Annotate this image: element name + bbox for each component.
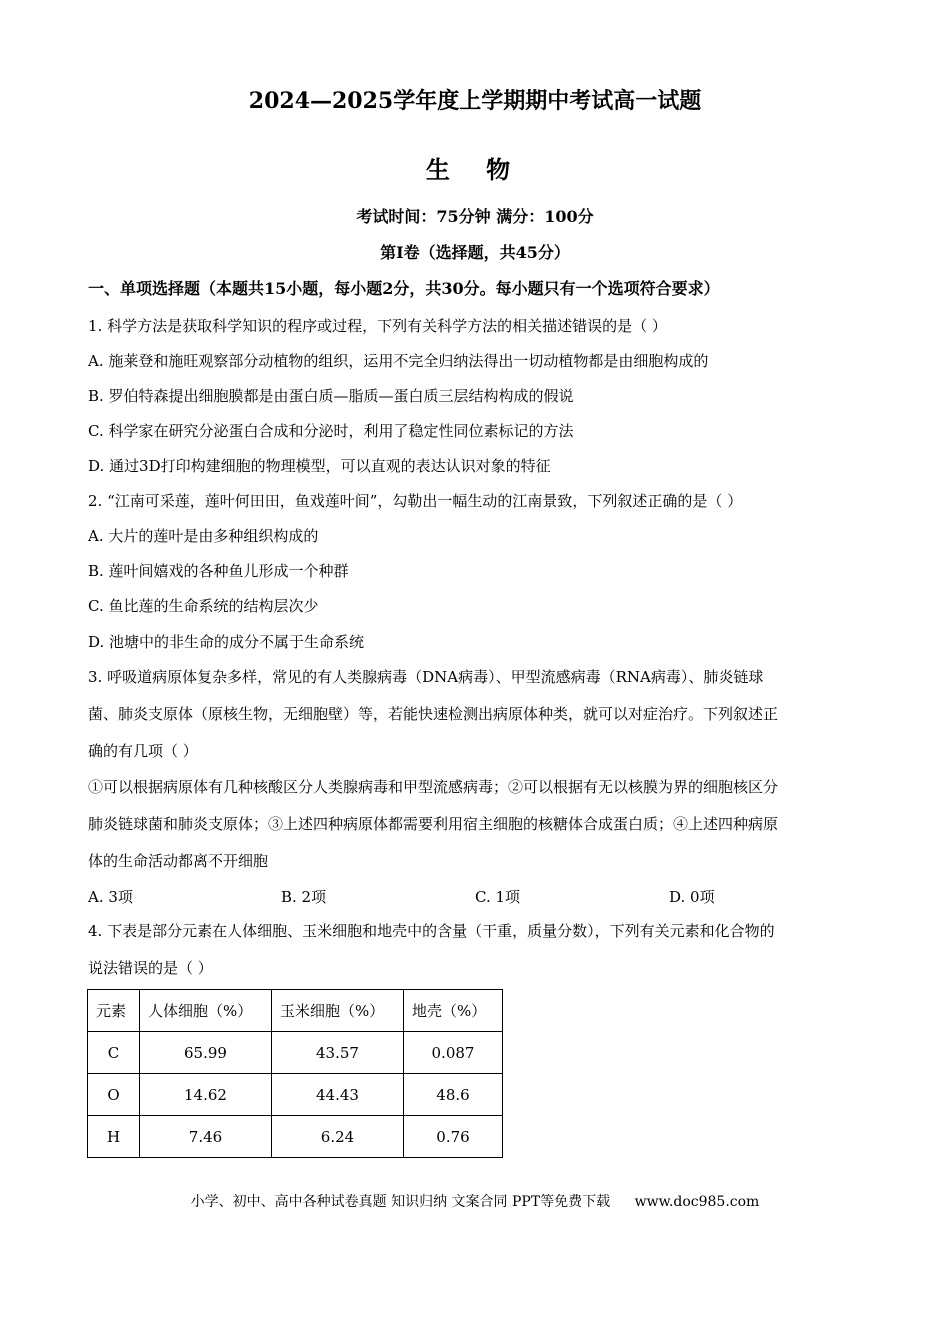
question-3-stem-line-3: 确的有几项（ ） bbox=[88, 742, 198, 760]
question-3-statement-line-3: 体的生命活动都离不开细胞 bbox=[88, 852, 269, 870]
table-header-cell: 元素 bbox=[88, 990, 140, 1032]
question-4-stem-line-1: 4. 下表是部分元素在人体细胞、玉米细胞和地壳中的含量（干重，质量分数），下列有关元素和化合物的 bbox=[88, 922, 775, 940]
question-4-stem-line-2: 说法错误的是（ ） bbox=[88, 959, 213, 977]
table-header-cell: 地壳（%） bbox=[404, 990, 503, 1032]
question-1-option-c: C. 科学家在研究分泌蛋白合成和分泌时，利用了稳定性同位素标记的方法 bbox=[88, 422, 574, 440]
table-cell: 0.087 bbox=[404, 1032, 503, 1074]
table-cell: 7.46 bbox=[140, 1116, 272, 1158]
table-cell: 14.62 bbox=[140, 1074, 272, 1116]
question-3-statement-line-1: ①可以根据病原体有几种核酸区分人类腺病毒和甲型流感病毒；②可以根据有无以核膜为界的细胞核区分 bbox=[88, 778, 779, 796]
subject-title: 生 物 bbox=[425, 155, 525, 184]
question-2-option-b: B. 莲叶间嬉戏的各种鱼儿形成一个种群 bbox=[88, 562, 349, 580]
question-2-option-c: C. 鱼比莲的生命系统的结构层次少 bbox=[88, 597, 319, 615]
question-3-stem-line-2: 菌、肺炎支原体（原核生物，无细胞壁）等，若能快速检测出病原体种类，就可以对症治疗。下列叙述正 bbox=[88, 705, 779, 723]
question-2-option-d: D. 池塘中的非生命的成分不属于生命系统 bbox=[88, 633, 365, 651]
table-row bbox=[88, 1032, 503, 1074]
question-3-option-a: A. 3项 bbox=[88, 888, 133, 906]
table-row bbox=[88, 1074, 503, 1116]
table-header-cell: 人体细胞（%） bbox=[140, 990, 272, 1032]
exam-info: 考试时间：75分钟 满分：100分 bbox=[356, 207, 594, 226]
footer-text: 小学、初中、高中各种试卷真题 知识归纳 文案合同 PPT等免费下载 bbox=[190, 1194, 611, 1210]
table-header-cell: 玉米细胞（%） bbox=[272, 990, 404, 1032]
question-1-option-d: D. 通过3D打印构建细胞的物理模型，可以直观的表达认识对象的特征 bbox=[88, 457, 551, 475]
section-heading: 一、单项选择题（本题共15小题，每小题2分，共30分。每小题只有一个选项符合要求） bbox=[88, 279, 720, 298]
question-1-option-a: A. 施莱登和施旺观察部分动植物的组织，运用不完全归纳法得出一切动植物都是由细胞构成的 bbox=[88, 352, 709, 370]
question-1-stem: 1. 科学方法是获取科学知识的程序或过程，下列有关科学方法的相关描述错误的是（ ） bbox=[88, 317, 667, 335]
table-cell: 44.43 bbox=[272, 1074, 404, 1116]
question-2-option-a: A. 大片的莲叶是由多种组织构成的 bbox=[88, 527, 319, 545]
table-cell: 48.6 bbox=[404, 1074, 503, 1116]
element-content-table bbox=[87, 989, 503, 1158]
page-footer bbox=[0, 1191, 950, 1211]
table-header-row bbox=[88, 990, 503, 1032]
table-row bbox=[88, 1116, 503, 1158]
exam-title: 2024—2025学年度上学期期中考试高一试题 bbox=[248, 88, 702, 114]
question-3-option-b: B. 2项 bbox=[281, 888, 327, 906]
question-3-option-d: D. 0项 bbox=[669, 888, 715, 906]
question-3-option-c: C. 1项 bbox=[475, 888, 521, 906]
table-cell: C bbox=[88, 1032, 140, 1074]
part-heading: 第I卷（选择题，共45分） bbox=[380, 243, 570, 262]
table-cell: 65.99 bbox=[140, 1032, 272, 1074]
question-3-stem-line-1: 3. 呼吸道病原体复杂多样，常见的有人类腺病毒（DNA病毒）、甲型流感病毒（RNA病毒）、肺炎链球 bbox=[88, 668, 764, 686]
question-1-option-b: B. 罗伯特森提出细胞膜都是由蛋白质—脂质—蛋白质三层结构构成的假说 bbox=[88, 387, 574, 405]
table-cell: H bbox=[88, 1116, 140, 1158]
table-cell: 43.57 bbox=[272, 1032, 404, 1074]
footer-site-link[interactable]: www.doc985.com bbox=[634, 1194, 760, 1210]
question-2-stem: 2. “江南可采莲，莲叶何田田，鱼戏莲叶间”，勾勒出一幅生动的江南景致，下列叙述正确的是（ ） bbox=[88, 492, 743, 510]
table-cell: 0.76 bbox=[404, 1116, 503, 1158]
question-3-statement-line-2: 肺炎链球菌和肺炎支原体；③上述四种病原体都需要利用宿主细胞的核糖体合成蛋白质；④上述四种病原 bbox=[88, 815, 779, 833]
table-cell: 6.24 bbox=[272, 1116, 404, 1158]
table-cell: O bbox=[88, 1074, 140, 1116]
